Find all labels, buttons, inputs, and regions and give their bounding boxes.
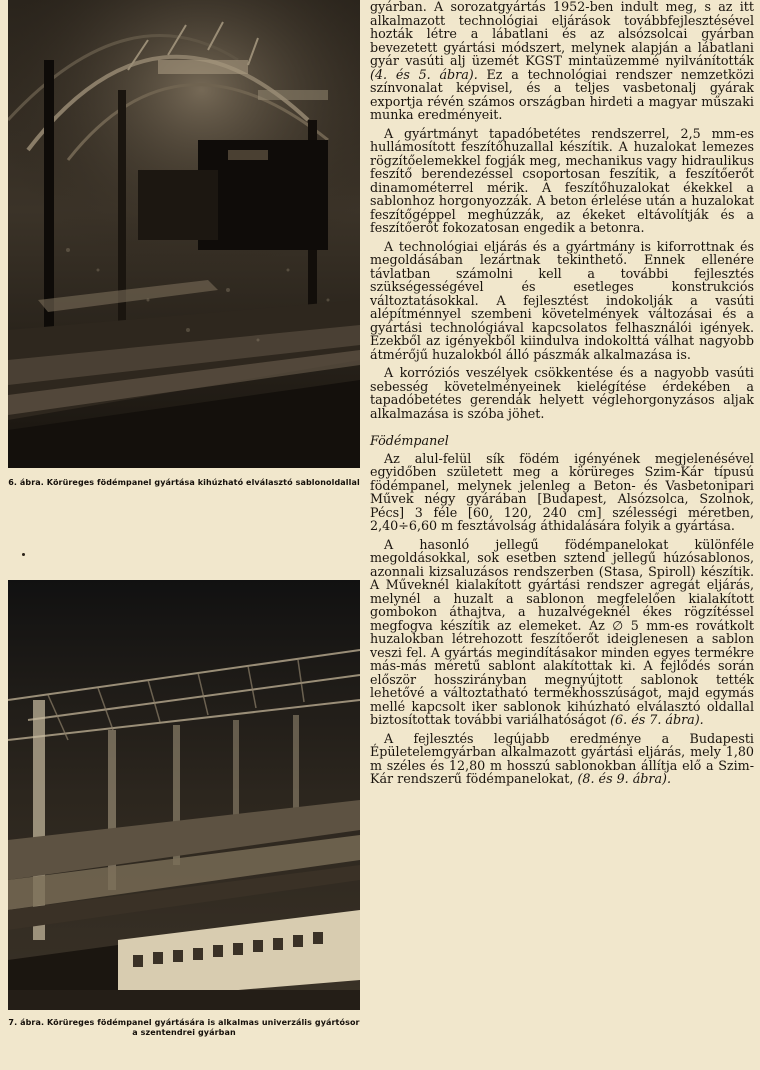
paragraph-1-end: Ez a technológiai rendszer nemzetközi színvonalat képvisel, és a teljes vasbetonalj gyárak exportja révén számos országban hirdeti a magyar műszaki munka eredményeit. [370,66,755,122]
figure-ref-6-7: (6. és 7. ábra). [610,712,704,727]
figure-ref-4-5: (4. és 5. ábra). [370,66,478,82]
paragraph-6 [370,538,754,727]
paragraph-2: A gyártmányt tapadóbetétes rendszerrel, 2,5 mm-es hullámosított feszítőhuzallal készítik. A huzalokat lemezes rögzítőelemekkel fogják meg, mechanikus vagy hidraulikus feszítő berendezéssel csoportosan feszítik, a feszítőerőt dinamométerrel mérik. A feszítőhuzalokat ékekkel a sablonhoz horgonyozzák. A beton érlelése után a huzalokat feszítőgéppel meghúzzák, az ékeket eltávolítják és a feszítőerőt fokozatosan engedik a betonra. [370,125,754,235]
paragraph-4: A korróziós veszélyek csökkentése és a nagyobb vasúti sebesség követelményeinek kielégítése érdekében a tapadóbetétes gerendák helyett véglehorgonyzásos aljak alkalmazása is szóba jöhet. [370,365,754,421]
paragraph-7-text: A fejlesztés legújabb eredménye a Budapesti Épületelemgyárban alkalmazott gyártási eljárás, mely 1,80 m széles és 12,80 m hosszú sablonokban állítja elő a Szim-Kár rendszerű födémpanelokat, [370,730,754,786]
figure-6-number: 6. ábra. [8,478,44,487]
paragraph-7 [370,732,754,786]
paragraph-5: Az alul-felül sík födém igényének megjelenésével egyidőben született meg a körüreges Szim-Kár típusú födémpanel, melynek jelenleg a Beton- és Vasbetonipari Művek négy gyárában [Budapest, Alsózsolca, Szolnok, Pécs] 3 féle [60, 120, 240 cm] szélességi méretben, 2,40÷6,60 m fesztávolság áthidalására folyik a gyártása. [370,450,754,533]
figure-7-caption [8,1018,360,1038]
paragraph-1-text: gyárban. A sorozatgyártás 1952-ben indult meg, s az itt alkalmazott technológiai eljárások továbbfejlesztésével hozták létre a lábatlani és az alsózsolcai gyárban bevezetett gyártási módszert, melynek alapján a lábatlani gyár vasúti alj üzemét KGST mintaüzemmé nyilvánították [370,0,754,68]
figure-7-caption-text: Körüreges födémpanel gyártására is alkalmas univerzális gyártósor a szentendrei gyárban [47,1018,360,1037]
figure-6-caption-text: Körüreges födémpanel gyártása kihúzható elválasztó sablonoldallal [46,478,360,487]
paragraph-1 [370,0,754,122]
figure-7-photo [8,580,360,1010]
scan-speck [22,553,25,556]
figure-ref-8-9: (8. és 9. ábra). [577,771,672,786]
figure-7-number: 7. ábra. [8,1018,45,1027]
paragraph-6-text: A hasonló jellegű födémpanelokat különféle megoldásokkal, sok esetben sztend jellegű húzósablonos, azonnali kizsaluzásos rendszerben (Stasa, Spiroll) készítik. A Műveknél kialakított gyártási rendszer agregát eljárás, melynél a huzalt a sablonon megfelelően kialakított gombokon áthajtva, a huzalvégeknél ékes rögzítéssel megfogva készítik az elemeket. Az ∅ 5 mm-es rovátkolt huzalokban létrehozott feszítőerőt ideiglenesen a sablon veszi fel. A gyártás megindításakor minden egyes termékre más-más méretű sablont alakítottak ki. A fejlődés során először hosszirányban megnyújtott sablonok tették lehetővé a változtatható termékhosszúságot, majd egymás mellé kapcsolt iker sablonok kihúzható elválasztó oldallal biztosítottak további variálhatóságot [370,536,754,727]
figure-6-photo [8,0,360,468]
figure-6-caption [8,478,360,488]
section-title: Födémpanel [370,433,449,448]
paragraph-3: A technológiai eljárás és a gyártmány is kiforrottnak és megoldásában lezártnak tekinthető. Ennek ellenére távlatban számolni kell a további fejlesztés szükségességével és esetleges konstrukciós változtatásokkal. A fejlesztést indokolják a vasúti alépítménnyel szembeni követelmények változásai és a gyártási technológiával kapcsolatos felhasználói igények. Ezekből az igényekből kiindulva indokolttá válhat nagyobb átmérőjű huzalokból álló pászmák alkalmazása is. [370,238,754,362]
body-text-column [370,0,754,791]
